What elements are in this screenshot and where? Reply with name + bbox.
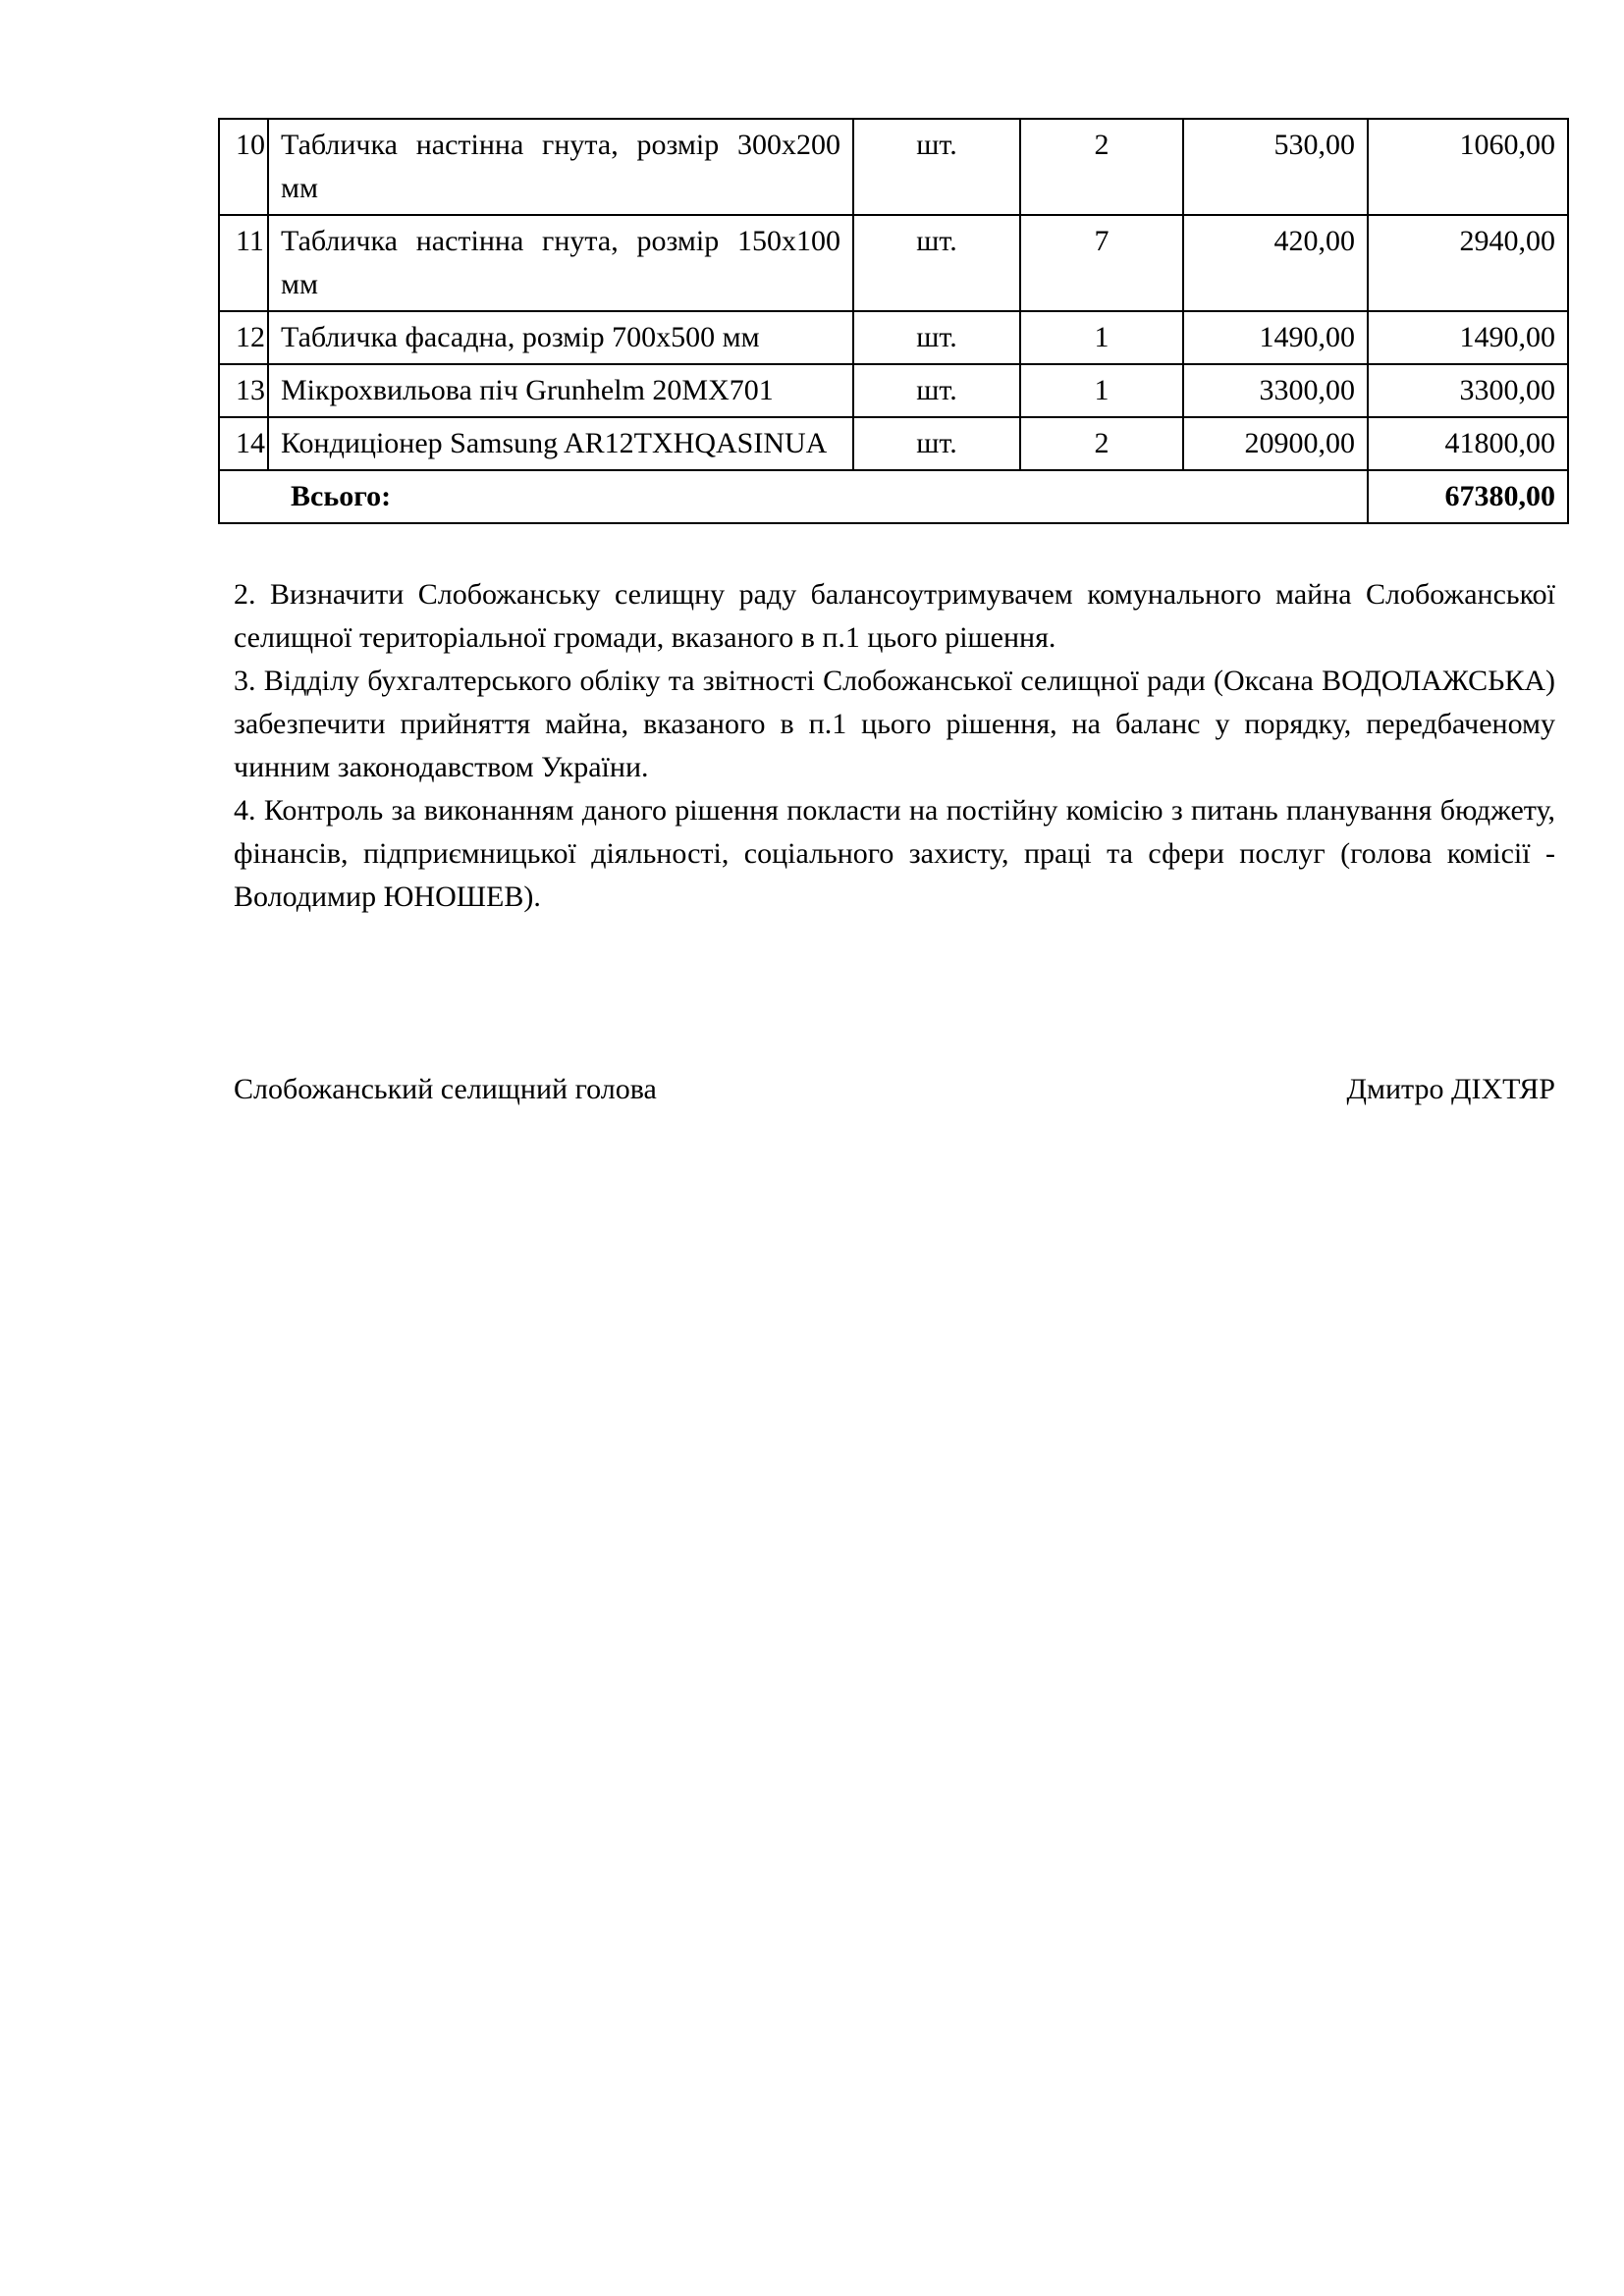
total-row [219, 470, 1568, 523]
item-price: 420,00 [1183, 215, 1368, 311]
item-price: 1490,00 [1183, 311, 1368, 364]
item-unit: шт. [853, 417, 1020, 470]
item-sum: 1490,00 [1368, 311, 1568, 364]
item-quantity: 2 [1020, 119, 1183, 215]
item-sum: 41800,00 [1368, 417, 1568, 470]
signatory-position: Слобожанський селищний голова [234, 1073, 657, 1105]
total-value: 67380,00 [1368, 470, 1568, 523]
item-name: Кондиціонер Samsung AR12TXHQASINUA [268, 417, 853, 470]
table-row [219, 215, 1568, 311]
table-row [219, 311, 1568, 364]
row-number: 11 [219, 215, 268, 311]
table-row [219, 364, 1568, 417]
paragraph-2: 2. Визначити Слобожанську селищну раду балансоутримувачем комунального майна Слобожанської селищної територіальної громади, вказаного в п.1 цього рішення. [234, 578, 1555, 654]
signatory-name: Дмитро ДІХТЯР [1346, 1073, 1555, 1105]
item-name: Мікрохвильова піч Grunhelm 20MX701 [268, 364, 853, 417]
item-sum: 1060,00 [1368, 119, 1568, 215]
item-unit: шт. [853, 364, 1020, 417]
paragraph-3: 3. Відділу бухгалтерського обліку та звітності Слобожанської селищної ради (Оксана ВОДОЛАЖСЬКА) забезпечити прийняття майна, вказаного в п.1 цього рішення, на баланс у порядку, передбаченому чинним законодавством України. [234, 665, 1555, 783]
item-unit: шт. [853, 119, 1020, 215]
row-number: 13 [219, 364, 268, 417]
item-price: 3300,00 [1183, 364, 1368, 417]
row-number: 14 [219, 417, 268, 470]
row-number: 12 [219, 311, 268, 364]
table-row [219, 417, 1568, 470]
table-row [219, 119, 1568, 215]
item-name: Табличка настінна гнута, розмір 150х100 мм [268, 215, 853, 311]
item-price: 20900,00 [1183, 417, 1368, 470]
item-quantity: 7 [1020, 215, 1183, 311]
total-label: Всього: [219, 470, 1368, 523]
item-unit: шт. [853, 311, 1020, 364]
item-sum: 2940,00 [1368, 215, 1568, 311]
item-sum: 3300,00 [1368, 364, 1568, 417]
row-number: 10 [219, 119, 268, 215]
item-price: 530,00 [1183, 119, 1368, 215]
item-quantity: 1 [1020, 364, 1183, 417]
paragraph-4: 4. Контроль за виконанням даного рішення покласти на постійну комісію з питань планування бюджету, фінансів, підприємницької діяльності, соціального захисту, праці та сфери послуг (голова комісії - Володимир ЮНОШЕВ). [234, 794, 1555, 913]
item-name: Табличка настінна гнута, розмір 300х200 мм [268, 119, 853, 215]
signature-block [234, 1068, 1555, 1111]
item-unit: шт. [853, 215, 1020, 311]
item-name: Табличка фасадна, розмір 700х500 мм [268, 311, 853, 364]
items-table [218, 118, 1569, 524]
item-quantity: 1 [1020, 311, 1183, 364]
item-quantity: 2 [1020, 417, 1183, 470]
decision-paragraphs [234, 573, 1555, 919]
